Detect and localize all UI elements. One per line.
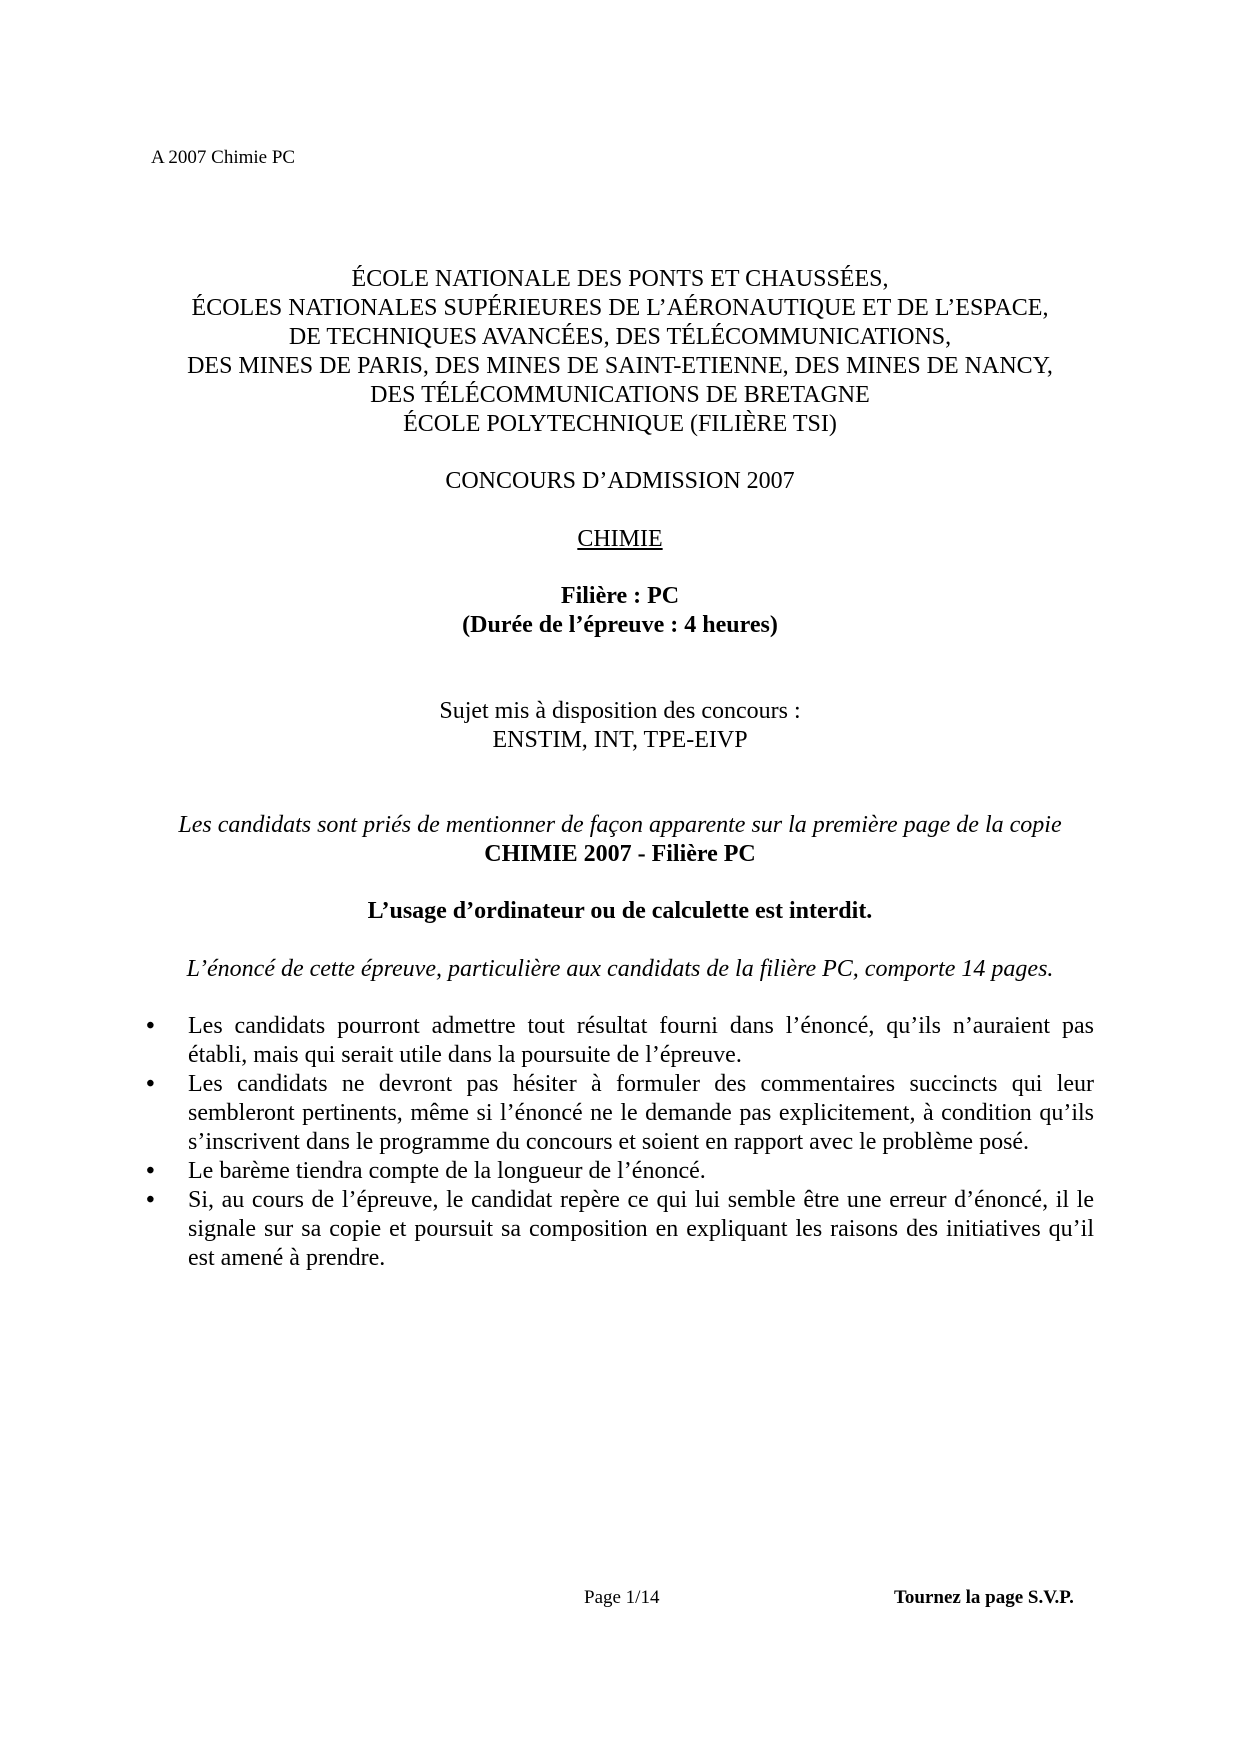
school-line: DES MINES DE PARIS, DES MINES DE SAINT-ETIENNE, DES MINES DE NANCY,: [187, 353, 1053, 379]
rule-text: Les candidats pourront admettre tout résultat fourni dans l’énoncé, qu’ils n’auraient pas établi, mais qui serait utile dans la poursuite de l’épreuve.: [188, 1013, 1094, 1068]
calculator-rule: L’usage d’ordinateur ou de calculette est interdit.: [367, 898, 873, 924]
subject-heading: [0, 525, 1240, 554]
mention-instruction: Les candidats sont priés de mentionner de façon apparente sur la première page de la copie: [178, 812, 1062, 838]
filiere-label: Filière : PC: [560, 583, 680, 609]
page-number: Page 1/14: [584, 1587, 660, 1608]
rule-item: [146, 1012, 1094, 1070]
rule-item: [146, 1157, 1094, 1186]
rule-text: Si, au cours de l’épreuve, le candidat repère ce qui lui semble être une erreur d’énoncé, il le signale sur sa copie et poursuit sa composition en expliquant les raisons des initiatives qu’il est amené à prendre.: [188, 1187, 1094, 1271]
statement-pages: L’énoncé de cette épreuve, particulière aux candidats de la filière PC, comporte 14 pages.: [186, 956, 1054, 982]
school-line: ÉCOLE NATIONALE DES PONTS ET CHAUSSÉES,: [351, 266, 889, 292]
exam-code: A 2007 Chimie PC: [151, 147, 296, 168]
mention-required-text: CHIMIE 2007 - Filière PC: [484, 841, 756, 867]
rule-text: Le barème tiendra compte de la longueur de l’énoncé.: [188, 1158, 706, 1184]
rule-item: [146, 1186, 1094, 1273]
school-line: DE TECHNIQUES AVANCÉES, DES TÉLÉCOMMUNICATIONS,: [288, 324, 952, 350]
rule-text: Les candidats ne devront pas hésiter à formuler des commentaires succincts qui leur sembleront pertinents, même si l’énoncé ne le demande pas explicitement, à condition qu’ils s’inscrivent dans le programme du concours et soient en rapport avec le problème posé.: [188, 1071, 1094, 1155]
sujet-availability-list: ENSTIM, INT, TPE-EIVP: [492, 727, 748, 753]
schools-block: [0, 265, 1240, 439]
bullet-icon: •: [146, 1013, 155, 1039]
subject-label: CHIMIE: [577, 526, 663, 552]
bullet-icon: •: [146, 1158, 155, 1184]
bullet-icon: •: [146, 1187, 155, 1213]
school-line: ÉCOLES NATIONALES SUPÉRIEURES DE L’AÉRONAUTIQUE ET DE L’ESPACE,: [191, 295, 1049, 321]
turn-page-note: Tournez la page S.V.P.: [894, 1587, 1074, 1608]
school-line: ÉCOLE POLYTECHNIQUE (FILIÈRE TSI): [403, 411, 837, 437]
concours-title: CONCOURS D’ADMISSION 2007: [445, 468, 795, 494]
rules-list: [146, 1012, 1094, 1273]
sujet-availability-label: Sujet mis à disposition des concours :: [439, 698, 801, 724]
school-line: DES TÉLÉCOMMUNICATIONS DE BRETAGNE: [370, 382, 870, 408]
rule-item: [146, 1070, 1094, 1157]
bullet-icon: •: [146, 1071, 155, 1097]
duration-label: (Durée de l’épreuve : 4 heures): [462, 612, 778, 638]
